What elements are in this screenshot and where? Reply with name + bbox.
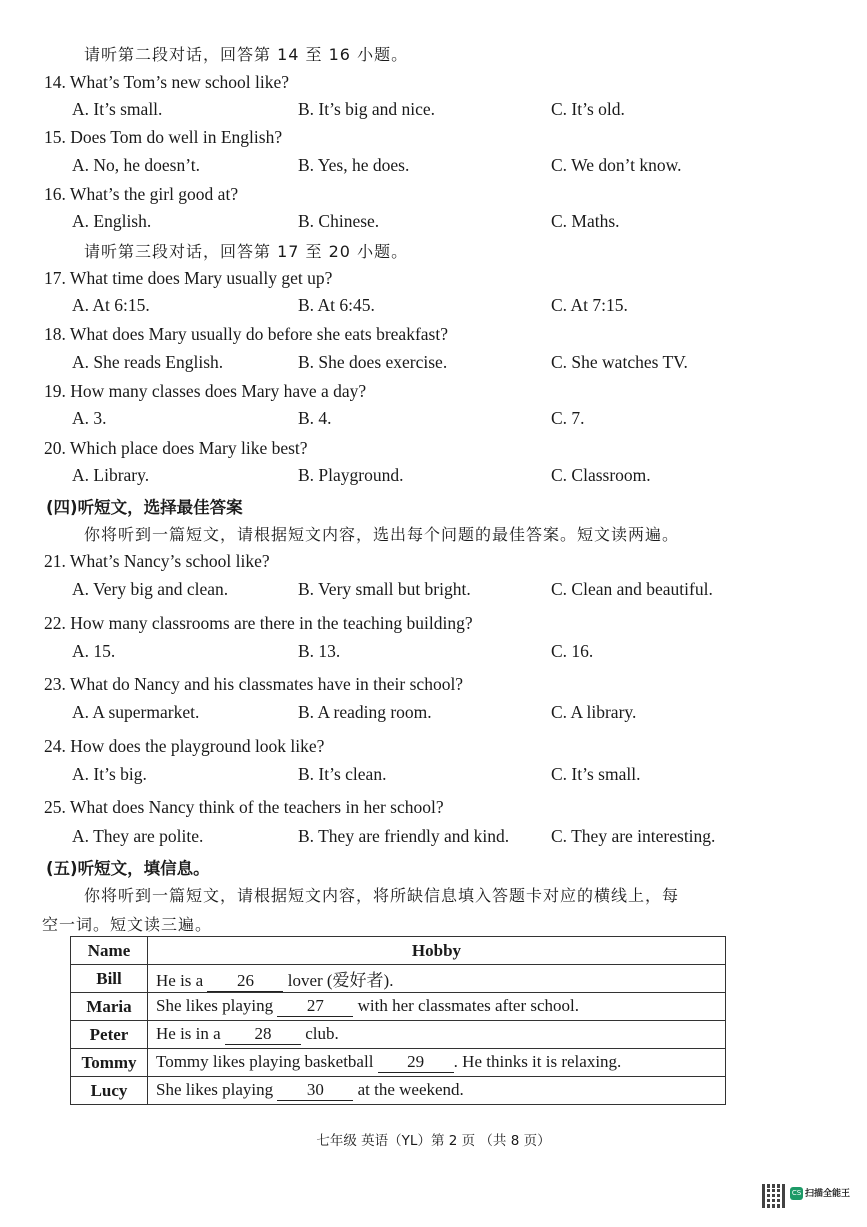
question-22: 22. How many classrooms are there in the teaching building? bbox=[44, 613, 473, 633]
row-hobby bbox=[148, 993, 726, 1021]
question-18: 18. What does Mary usually do before she eats breakfast? bbox=[44, 324, 448, 344]
blank-26: 26 bbox=[207, 971, 283, 992]
hobby-pre-text: She likes playing bbox=[156, 996, 274, 1015]
option-25b: B. They are friendly and kind. bbox=[298, 826, 510, 846]
hobby-post-text: lover (爱好者). bbox=[287, 970, 394, 990]
row-hobby bbox=[148, 1077, 726, 1105]
row-name: Peter bbox=[71, 1021, 148, 1049]
hobby-pre-text: She likes playing bbox=[156, 1080, 274, 1099]
blank-30: 30 bbox=[277, 1080, 353, 1101]
row-hobby bbox=[148, 1021, 726, 1049]
section-4-instruction: 你将听到一篇短文，请根据短文内容，选出每个问题的最佳答案。短文读两遍。 bbox=[84, 525, 680, 544]
option-17c: C. At 7:15. bbox=[551, 295, 628, 315]
row-name: Maria bbox=[71, 993, 148, 1021]
question-23: 23. What do Nancy and his classmates have in their school? bbox=[44, 674, 464, 694]
question-16: 16. What’s the girl good at? bbox=[44, 184, 239, 204]
option-20b: B. Playground. bbox=[298, 465, 404, 485]
row-name: Lucy bbox=[71, 1077, 148, 1105]
question-19: 19. How many classes does Mary have a day? bbox=[44, 381, 367, 401]
table-row bbox=[71, 1021, 726, 1049]
option-19b: B. 4. bbox=[298, 408, 332, 428]
header-name: Name bbox=[71, 937, 148, 965]
question-14: 14. What’s Tom’s new school like? bbox=[44, 72, 290, 92]
row-name: Bill bbox=[71, 965, 148, 993]
part2-instruction: 请听第二段对话，回答第 14 至 16 小题。 bbox=[84, 45, 409, 64]
hobby-pre-text: He is in a bbox=[156, 1024, 221, 1043]
option-16a: A. English. bbox=[72, 211, 152, 231]
hobby-table bbox=[70, 936, 726, 1105]
option-19c: C. 7. bbox=[551, 408, 585, 428]
table-row bbox=[71, 1077, 726, 1105]
option-22a: A. 15. bbox=[72, 641, 116, 661]
option-16c: C. Maths. bbox=[551, 211, 620, 231]
option-24c: C. It’s small. bbox=[551, 764, 641, 784]
option-16b: B. Chinese. bbox=[298, 211, 380, 231]
hobby-post-text: with her classmates after school. bbox=[357, 996, 580, 1015]
header-hobby: Hobby bbox=[148, 937, 726, 965]
option-17a: A. At 6:15. bbox=[72, 295, 150, 315]
option-15a: A. No, he doesn’t. bbox=[72, 155, 200, 175]
blank-28: 28 bbox=[225, 1024, 301, 1045]
question-15: 15. Does Tom do well in English? bbox=[44, 127, 283, 147]
option-25c: C. They are interesting. bbox=[551, 826, 716, 846]
question-21: 21. What’s Nancy’s school like? bbox=[44, 551, 270, 571]
option-14b: B. It’s big and nice. bbox=[298, 99, 436, 119]
option-14c: C. It’s old. bbox=[551, 99, 625, 119]
option-21a: A. Very big and clean. bbox=[72, 579, 229, 599]
option-23b: B. A reading room. bbox=[298, 702, 432, 722]
section-5-instruction-line2: 空一词。短文读三遍。 bbox=[42, 915, 213, 934]
question-24: 24. How does the playground look like? bbox=[44, 736, 325, 756]
row-hobby bbox=[148, 1049, 726, 1077]
table-row bbox=[71, 965, 726, 993]
hobby-post-text: . He thinks it is relaxing. bbox=[453, 1052, 622, 1071]
option-24a: A. It’s big. bbox=[72, 764, 147, 784]
option-18c: C. She watches TV. bbox=[551, 352, 688, 372]
section-5-title: (五)听短文，填信息。 bbox=[46, 859, 210, 878]
option-20c: C. Classroom. bbox=[551, 465, 651, 485]
option-15c: C. We don’t know. bbox=[551, 155, 682, 175]
option-19a: A. 3. bbox=[72, 408, 107, 428]
option-17b: B. At 6:45. bbox=[298, 295, 375, 315]
hobby-post-text: at the weekend. bbox=[357, 1080, 464, 1099]
section-5-instruction-line1: 你将听到一篇短文，请根据短文内容，将所缺信息填入答题卡对应的横线上，每 bbox=[84, 886, 680, 905]
hobby-pre-text: Tommy likes playing basketball bbox=[156, 1052, 374, 1071]
scanner-badge-icon: CS bbox=[790, 1187, 803, 1200]
option-23a: A. A supermarket. bbox=[72, 702, 200, 722]
option-14a: A. It’s small. bbox=[72, 99, 163, 119]
hobby-pre-text: He is a bbox=[156, 970, 204, 990]
table-row bbox=[71, 1049, 726, 1077]
table-header-row bbox=[71, 937, 726, 965]
row-hobby bbox=[148, 965, 726, 993]
qr-code-icon bbox=[762, 1184, 786, 1208]
option-15b: B. Yes, he does. bbox=[298, 155, 410, 175]
question-17: 17. What time does Mary usually get up? bbox=[44, 268, 333, 288]
option-20a: A. Library. bbox=[72, 465, 150, 485]
option-21b: B. Very small but bright. bbox=[298, 579, 471, 599]
option-21c: C. Clean and beautiful. bbox=[551, 579, 713, 599]
question-20: 20. Which place does Mary like best? bbox=[44, 438, 308, 458]
blank-27: 27 bbox=[277, 996, 353, 1017]
row-name: Tommy bbox=[71, 1049, 148, 1077]
part3-instruction: 请听第三段对话，回答第 17 至 20 小题。 bbox=[84, 242, 409, 261]
option-23c: C. A library. bbox=[551, 702, 637, 722]
option-22b: B. 13. bbox=[298, 641, 341, 661]
option-18a: A. She reads English. bbox=[72, 352, 224, 372]
page-footer: 七年级 英语（YL）第 2 页 （共 8 页） bbox=[316, 1133, 551, 1149]
scanner-watermark: 扫描全能王 bbox=[805, 1189, 851, 1199]
question-25: 25. What does Nancy think of the teachers in her school? bbox=[44, 797, 444, 817]
option-24b: B. It’s clean. bbox=[298, 764, 387, 784]
hobby-post-text: club. bbox=[305, 1024, 339, 1043]
table-row bbox=[71, 993, 726, 1021]
section-4-title: (四)听短文，选择最佳答案 bbox=[46, 498, 243, 517]
option-18b: B. She does exercise. bbox=[298, 352, 448, 372]
option-25a: A. They are polite. bbox=[72, 826, 204, 846]
blank-29: 29 bbox=[378, 1052, 454, 1073]
option-22c: C. 16. bbox=[551, 641, 594, 661]
